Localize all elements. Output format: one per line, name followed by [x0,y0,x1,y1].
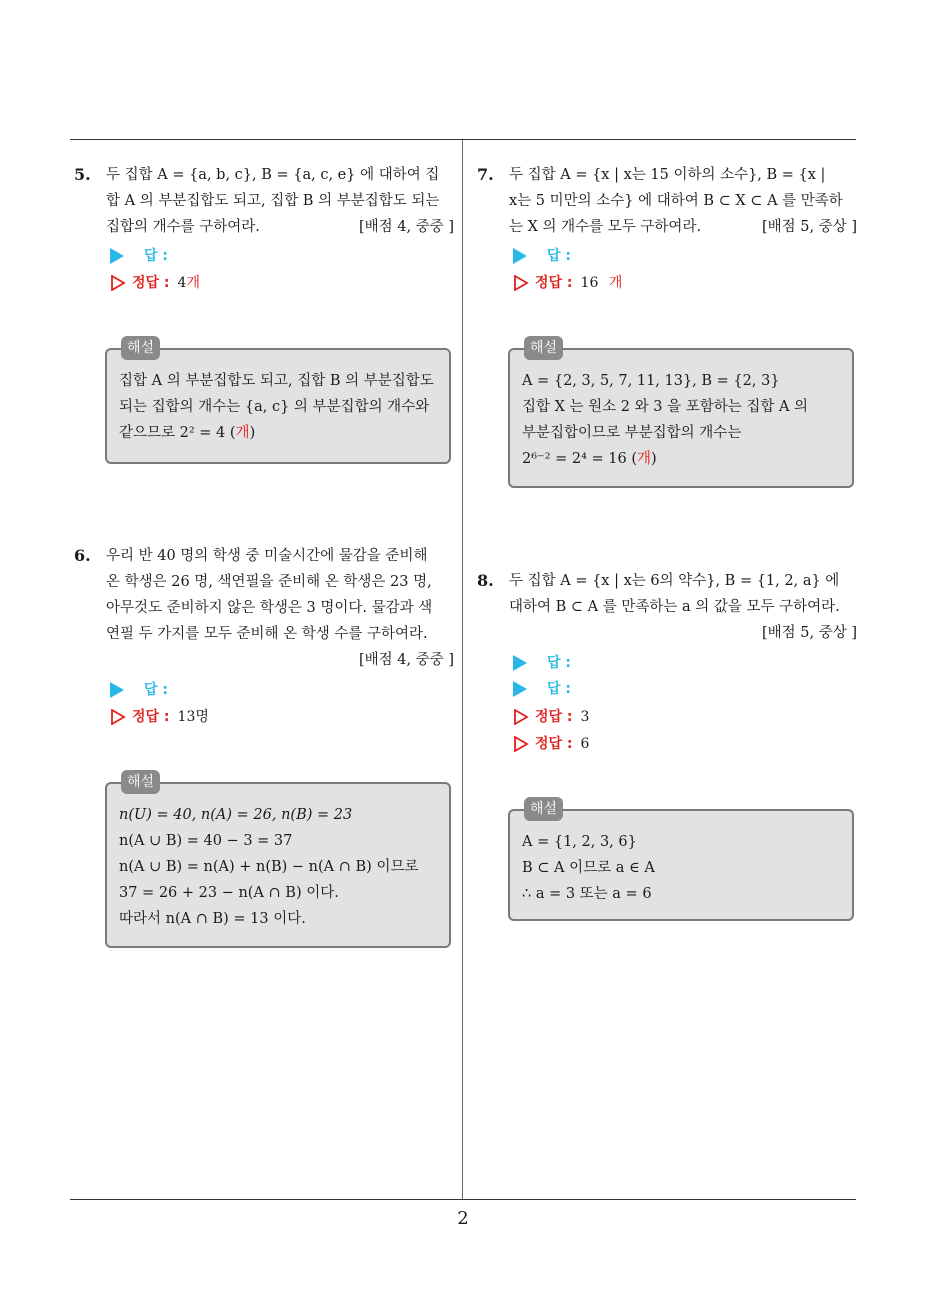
problem-line: 우리 반 40 명의 학생 중 미술시간에 물감을 준비해 [106,548,428,564]
solution-line: n(A ∪ B) = n(A) + n(B) − n(A ∩ B) 이므로 [119,859,419,875]
solution-line: 되는 집합의 개수는 {a, c} 의 부분집합의 개수와 [119,399,430,415]
play-icon [110,682,124,698]
problem-6 [74,543,454,673]
score-difficulty: [배점 4, 중중 ] [358,219,454,235]
play-icon [513,681,527,697]
problem-line: 두 집합 A = {x | x는 6의 약수}, B = {1, 2, a} 에 [509,573,840,589]
solution-line: A = {2, 3, 5, 7, 11, 13}, B = {2, 3} [522,373,780,389]
problem-text [509,568,857,620]
play-icon [513,248,527,264]
problem-line: 연필 두 가지를 모두 준비해 온 학생 수를 구하여라. [106,626,428,642]
solution-line: n(U) = 40, n(A) = 26, n(B) = 23 [119,807,353,823]
outline-triangle-icon [513,275,529,291]
solution-box-5 [105,340,451,464]
answer-input-row[interactable]: 답 : [513,245,571,267]
solution-line: B ⊂ A 이므로 a ∈ A [522,860,655,876]
outline-triangle-icon [513,736,529,752]
problem-number: 6. [74,546,91,565]
solution-box-6 [105,774,451,948]
solution-line: 37 = 26 + 23 − n(A ∩ B) 이다. [119,885,339,901]
solution-box-7 [508,340,854,488]
outline-triangle-icon [513,709,529,725]
problem-line: 두 집합 A = {a, b, c}, B = {a, c, e} 에 대하여 집 [106,167,440,183]
problem-line: 아무것도 준비하지 않은 학생은 3 명이다. 물감과 색 [106,600,433,616]
solution-line: A = {1, 2, 3, 6} [522,834,637,850]
problem-line: x는 5 미만의 소수} 에 대하여 B ⊂ X ⊂ A 를 만족하 [509,193,843,209]
outline-triangle-icon [110,709,126,725]
score-difficulty: [배점 5, 중상 ] [761,219,857,235]
answer-input-row[interactable]: 답 : [110,245,168,267]
correct-answer-row: 정답 : 3 [513,706,589,728]
solution-tag: 해설 [121,336,160,360]
problem-number: 7. [477,165,494,184]
problem-5 [74,162,454,240]
outline-triangle-icon [110,275,126,291]
solution-line: 같으므로 2² = 4 (개) [119,425,256,441]
correct-answer-row: 정답 : 16 개 [513,272,622,294]
answer-input-row[interactable]: 답 : [110,679,168,701]
solution-line: 부분집합이므로 부분집합의 개수는 [522,425,742,441]
score-difficulty: [배점 4, 중중 ] [358,652,454,668]
answer-input-row[interactable]: 답 : [513,652,571,674]
solution-tag: 해설 [524,336,563,360]
answer-input-row[interactable]: 답 : [513,678,571,700]
play-icon [110,248,124,264]
problem-line: 온 학생은 26 명, 색연필을 준비해 온 학생은 23 명, [106,574,432,590]
solution-box-8 [508,801,854,921]
problem-8 [477,568,857,646]
page-number: 2 [457,1208,469,1229]
bottom-rule [70,1199,856,1200]
problem-line: 는 X 의 개수를 모두 구하여라. [509,219,702,235]
solution-line: ∴ a = 3 또는 a = 6 [522,886,652,902]
problem-line: 집합의 개수를 구하여라. [106,219,260,235]
score-difficulty: [배점 5, 중상 ] [761,625,857,641]
problem-text [106,543,454,647]
solution-tag: 해설 [524,797,563,821]
column-divider [462,140,463,1200]
correct-answer-row: 정답 : 13명 [110,706,209,728]
play-icon [513,655,527,671]
correct-answer-row: 정답 : 6 [513,733,589,755]
problem-number: 8. [477,571,494,590]
problem-line: 대하여 B ⊂ A 를 만족하는 a 의 값을 모두 구하여라. [509,599,840,615]
solution-line: 2⁶⁻² = 2⁴ = 16 (개) [522,451,657,467]
solution-line: n(A ∪ B) = 40 − 3 = 37 [119,833,293,849]
problem-7 [477,162,857,240]
problem-line: 두 집합 A = {x | x는 15 이하의 소수}, B = {x | [509,167,826,183]
top-rule [70,139,856,140]
solution-tag: 해설 [121,770,160,794]
solution-line: 집합 X 는 원소 2 와 3 을 포함하는 집합 A 의 [522,399,809,415]
problem-line: 합 A 의 부분집합도 되고, 집합 B 의 부분집합도 되는 [106,193,440,209]
solution-line: 따라서 n(A ∩ B) = 13 이다. [119,911,306,927]
solution-line: 집합 A 의 부분집합도 되고, 집합 B 의 부분집합도 [119,373,434,389]
correct-answer-row: 정답 : 4개 [110,272,200,294]
problem-number: 5. [74,165,91,184]
